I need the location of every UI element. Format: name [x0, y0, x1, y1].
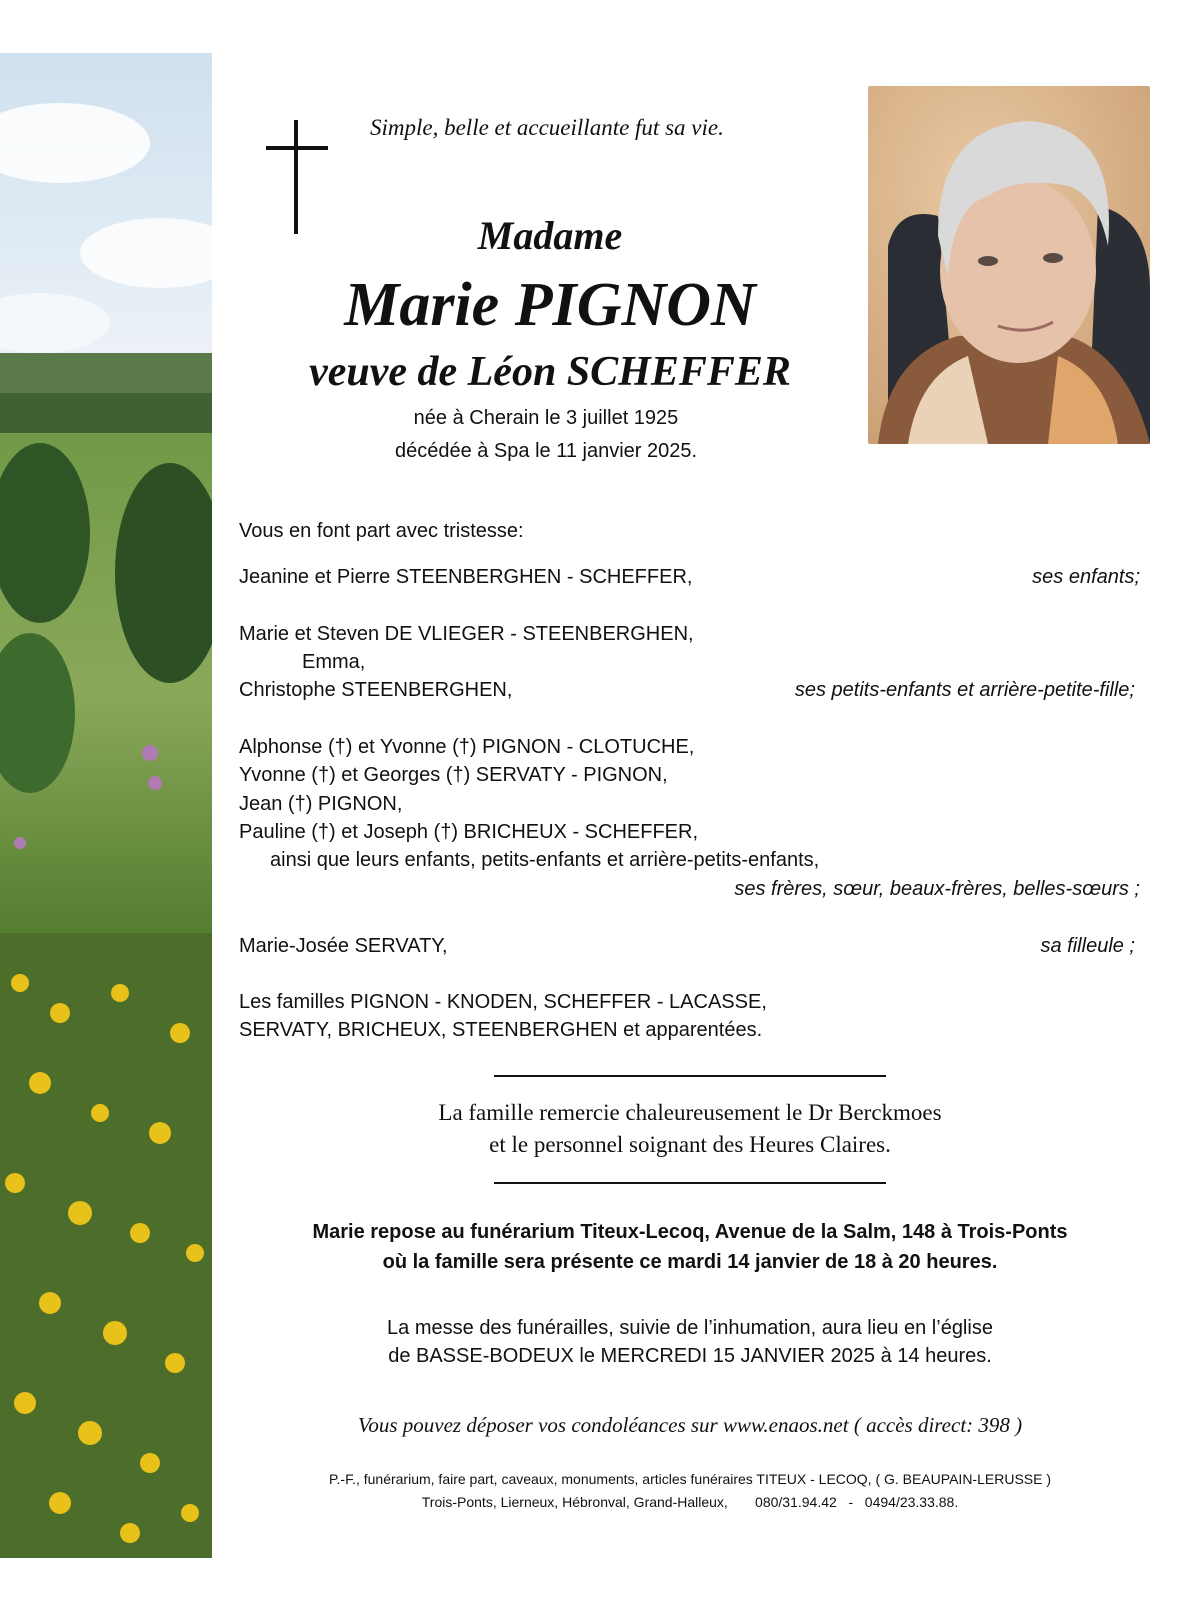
family-line: Les familles PIGNON - KNODEN, SCHEFFER - LACASSE, — [239, 991, 767, 1013]
thanks-text: La famille remercie chaleureusement le Dr Berckmoes — [438, 1100, 942, 1125]
condolences-text: Vous pouvez déposer vos condoléances sur www.enaos.net ( accès direct: 398 ) — [357, 1413, 1023, 1437]
family-line: Emma, — [302, 651, 366, 673]
widow-of: veuve de Léon SCHEFFER — [309, 349, 791, 395]
family-line: Jean (†) PIGNON, — [239, 793, 403, 815]
rest-info: Marie repose au funérarium Titeux-Lecoq, Avenue de la Salm, 148 à Trois-Ponts — [312, 1221, 1068, 1243]
mass-info: de BASSE-BODEUX le MERCREDI 15 JANVIER 2025 à 14 heures. — [388, 1345, 992, 1367]
thanks-text: et le personnel soignant des Heures Claires. — [489, 1132, 891, 1157]
honorific: Madame — [477, 213, 623, 258]
family-line: Yvonne (†) et Georges (†) SERVATY - PIGNON, — [239, 764, 668, 786]
footer-line: P.-F., funérarium, faire part, caveaux, monuments, articles funéraires TITEUX - LECOQ, ( G. BEAUPAIN-LERUSSE ) — [328, 1471, 1052, 1487]
divider — [494, 1075, 886, 1077]
footer-line: Trois-Ponts, Lierneux, Hébronval, Grand-Halleux, 080/31.94.42 - 0494/23.33.88. — [421, 1494, 959, 1510]
family-line: Christophe STEENBERGHEN, — [239, 679, 513, 701]
family-line: Marie-Josée SERVATY, — [239, 935, 448, 957]
intro-text: Vous en font part avec tristesse: — [239, 520, 524, 542]
family-line: ainsi que leurs enfants, petits-enfants et arrière-petits-enfants, — [270, 849, 820, 871]
mass-info: La messe des funérailles, suivie de l’inhumation, aura lieu en l’église — [387, 1317, 993, 1339]
rest-info: où la famille sera présente ce mardi 14 janvier de 18 à 20 heures. — [382, 1251, 998, 1273]
family-line: Jeanine et Pierre STEENBERGHEN - SCHEFFER, — [239, 566, 693, 588]
birth-info: née à Cherain le 3 juillet 1925 — [413, 407, 679, 429]
family-relation: ses frères, sœur, beaux-frères, belles-sœurs ; — [734, 878, 1140, 900]
family-line: Pauline (†) et Joseph (†) BRICHEUX - SCHEFFER, — [239, 821, 699, 843]
family-line: SERVATY, BRICHEUX, STEENBERGHEN et apparentées. — [239, 1019, 763, 1041]
deceased-name: Marie PIGNON — [344, 271, 756, 339]
divider — [494, 1182, 886, 1184]
family-relation: ses enfants; — [1032, 566, 1140, 588]
family-line: Alphonse (†) et Yvonne (†) PIGNON - CLOTUCHE, — [239, 736, 695, 758]
family-line: Marie et Steven DE VLIEGER - STEENBERGHEN, — [239, 623, 694, 645]
portrait-photo — [868, 86, 1150, 444]
family-relation: sa filleule ; — [1040, 935, 1135, 957]
death-info: décédée à Spa le 11 janvier 2025. — [394, 440, 698, 462]
motto: Simple, belle et accueillante fut sa vie. — [370, 115, 724, 140]
family-relation: ses petits-enfants et arrière-petite-fille; — [794, 679, 1135, 701]
